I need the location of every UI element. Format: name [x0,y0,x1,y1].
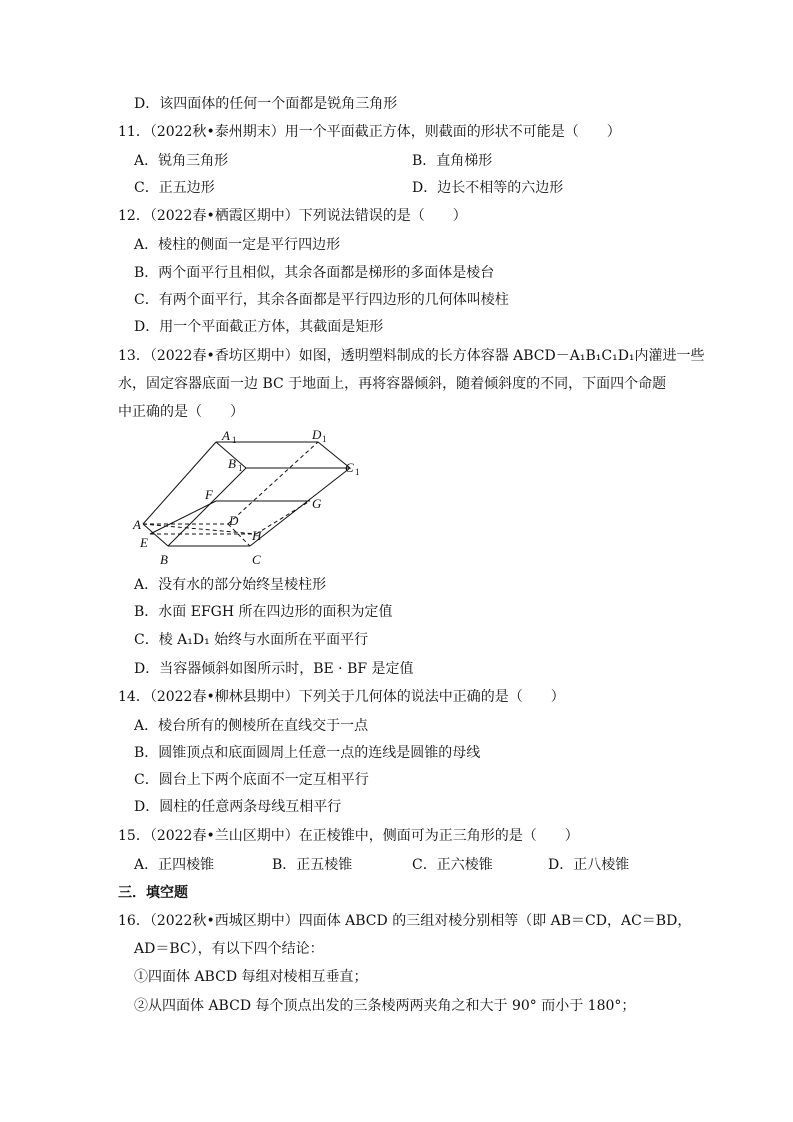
q16-stem-line2: AD＝BC），有以下四个结论： [134,941,324,957]
label-g: G [312,496,322,511]
q11-option-a: A．锐角三角形 [134,153,229,169]
q13-stem-line2: 水，固定容器底面一边 BC 于地面上，再将容器倾斜，随着倾斜度的不同，下面四个命题 [118,376,667,392]
label-a1-sub: 1 [232,435,237,445]
label-d1: D [312,427,322,442]
label-a: A [133,517,141,532]
q14-stem: 14．（2022春•柳林县期中）下列关于几何体的说法中正确的是（ ） [118,689,565,705]
label-c: C [252,552,261,567]
q12-option-c: C．有两个面平行，其余各面都是平行四边形的几何体叫棱柱 [134,292,509,308]
label-d: D [229,513,239,528]
label-b1-sub: 1 [238,463,243,473]
q13-option-a: A．没有水的部分始终呈棱柱形 [134,577,327,593]
q14-option-b: B．圆锥顶点和底面圆周上任意一点的连线是圆锥的母线 [134,745,481,761]
edge-d-d1 [228,442,318,524]
q16-stem-line1: 16．（2022秋•西城区期中）四面体 ABCD 的三组对棱分别相等（即 AB＝CD，AC＝BD， [118,913,692,929]
q12-option-a: A．棱柱的侧面一定是平行四边形 [134,237,341,253]
label-e: E [140,535,148,550]
q15-option-d: D．正八棱锥 [548,857,630,873]
q13-option-c: C．棱 A₁D₁ 始终与水面所在平面平行 [134,632,369,648]
label-c1: C [345,460,354,475]
q15-option-b: B．正五棱锥 [272,857,353,873]
label-d1-sub: 1 [322,434,327,444]
q11-option-b: B．直角梯形 [412,153,493,169]
label-h: H [252,528,262,543]
q13-stem-line3: 中正确的是（ ） [118,404,244,420]
q11-option-c: C．正五边形 [134,180,215,196]
top-face [216,442,350,468]
q11-stem: 11．（2022秋•泰州期末）用一个平面截正方体，则截面的形状不可能是（ ） [118,124,621,140]
q16-conclusion-1: ①四面体 ABCD 每组对棱相互垂直； [134,969,368,985]
label-a1: A [222,428,230,443]
q14-option-d: D．圆柱的任意两条母线互相平行 [134,799,342,815]
q13-option-b: B．水面 EFGH 所在四边形的面积为定值 [134,604,393,620]
label-b: B [160,552,168,567]
q14-option-c: C．圆台上下两个底面不一定互相平行 [134,772,369,788]
edge-a-a1 [143,442,216,524]
q11-option-d: D．边长不相等的六边形 [412,180,564,196]
q15-stem: 15．（2022春•兰山区期中）在正棱锥中，侧面可为正三角形的是（ ） [118,828,579,844]
q12-stem: 12．（2022春•栖霞区期中）下列说法错误的是（ ） [118,208,467,224]
q16-conclusion-2: ②从四面体 ABCD 每个顶点出发的三条棱两两夹角之和大于 90° 而小于 180°； [134,998,636,1014]
q12-option-b: B．两个面平行且相似，其余各面都是梯形的多面体是棱台 [134,265,495,281]
q12-option-d: D．用一个平面截正方体，其截面是矩形 [134,319,384,335]
q13-figure-box [128,426,368,572]
label-c1-sub: 1 [355,467,360,477]
q14-option-a: A．棱台所有的侧棱所在直线交于一点 [134,718,369,734]
water-edge-ef [150,501,216,534]
q13-option-d: D．当容器倾斜如图所示时，BE · BF 是定值 [134,661,414,677]
label-b1: B [228,456,236,471]
q15-option-a: A．正四棱锥 [134,857,215,873]
q10-option-d: D．该四面体的任何一个面都是锐角三角形 [134,96,398,112]
label-f: F [205,487,213,502]
q15-option-c: C．正六棱锥 [412,857,493,873]
q13-stem-line1: 13．（2022春•香坊区期中）如图，透明塑料制成的长方体容器 ABCD－A₁B₁C₁D₁内灌进一些 [118,348,705,364]
section-heading-fill-in: 三．填空题 [118,885,188,901]
